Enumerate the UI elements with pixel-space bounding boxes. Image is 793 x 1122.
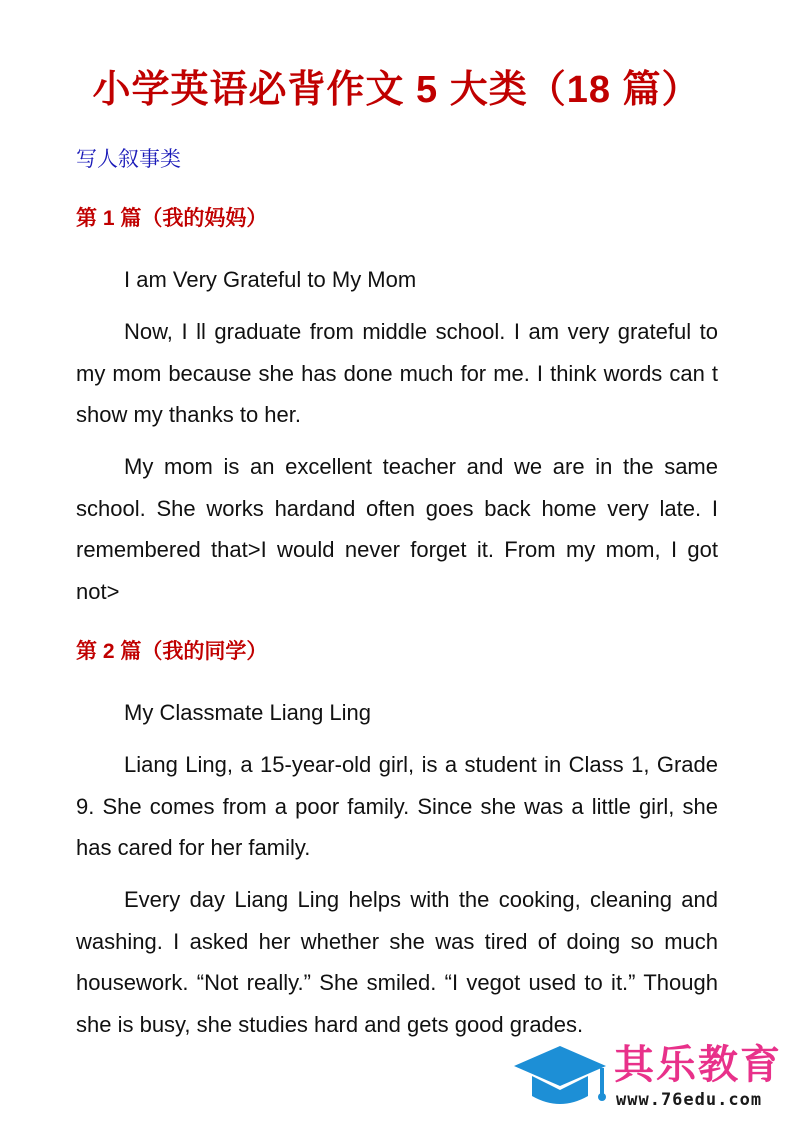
essay-title-1: I am Very Grateful to My Mom: [124, 267, 417, 292]
page-title: 小学英语必背作文 5 大类（18 篇）: [92, 69, 701, 111]
watermark-url: www.76edu.com: [616, 1090, 763, 1110]
watermark-logo: [510, 1036, 790, 1116]
paragraph: Now, I ll graduate from middle school. I am very grateful to my mom because she has done much for me. I think words can t show my thanks to her.: [76, 319, 718, 427]
section-heading-1: 第 1 篇（我的妈妈）: [76, 207, 268, 230]
graduation-cap-icon: [510, 1040, 610, 1112]
paragraph: Liang Ling, a 15-year-old girl, is a student in Class 1, Grade 9. She comes from a poor family. Since she was a little girl, she has cared for her family.: [76, 752, 718, 860]
section-heading-2: 第 2 篇（我的同学）: [76, 640, 268, 663]
category-label: 写人叙事类: [76, 148, 181, 171]
essay-title-2: My Classmate Liang Ling: [124, 700, 372, 725]
paragraph: Every day Liang Ling helps with the cooking, cleaning and washing. I asked her whether she was tired of doing so much housework. “Not really.” She smiled. “I vegot used to it.” Though she is busy, she studies hard and gets good grades.: [76, 887, 718, 1037]
paragraph: My mom is an excellent teacher and we are in the same school. She works hardand often goes back home very late. I remembered that>I would never forget it. From my mom, I got not>: [76, 454, 718, 604]
watermark-name: 其乐教育: [614, 1043, 782, 1087]
